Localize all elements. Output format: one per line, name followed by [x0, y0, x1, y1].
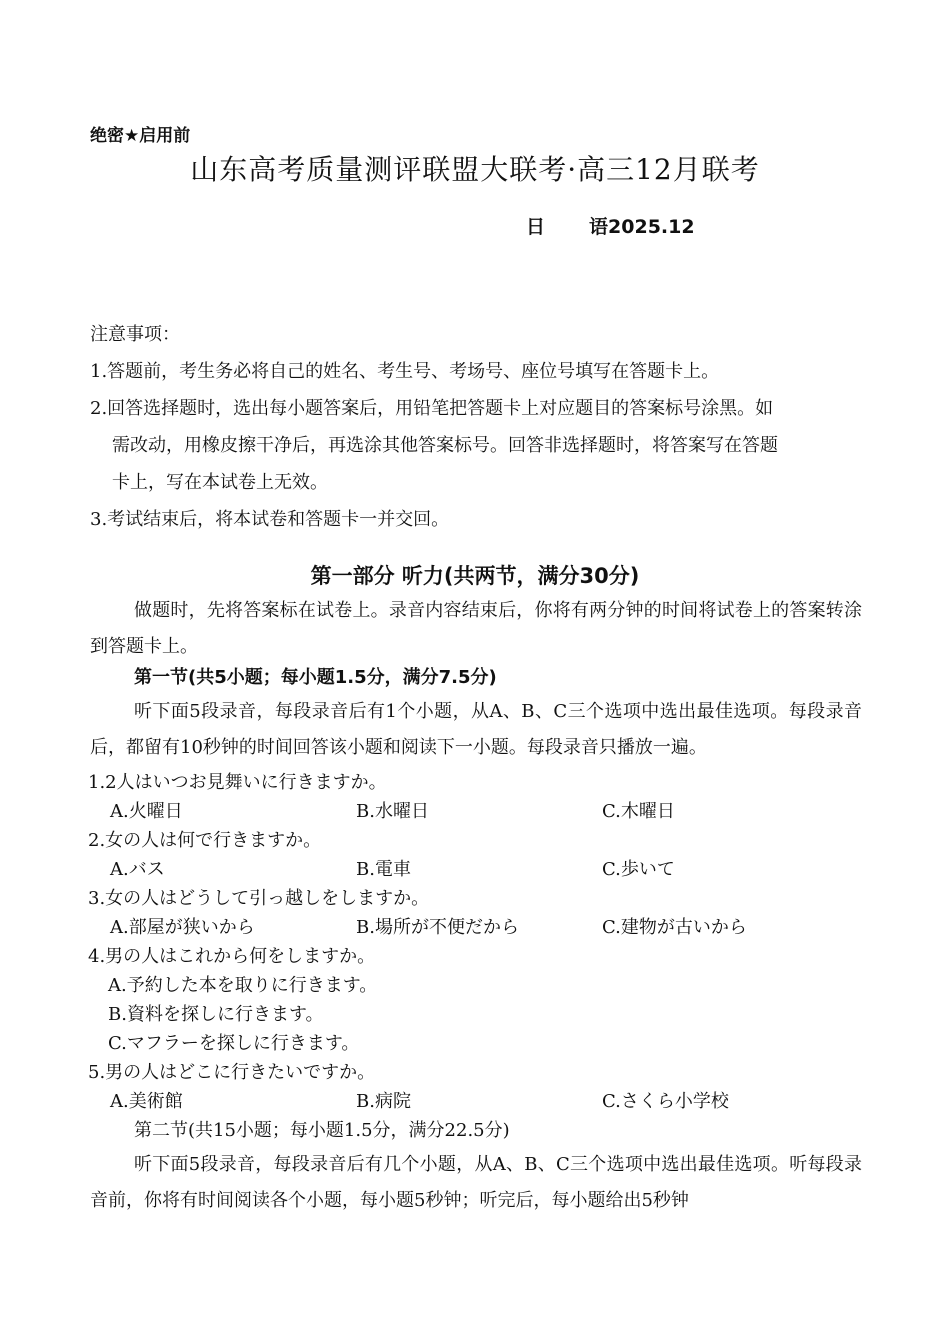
section1-title: 第一节(共5小题；每小题1.5分，满分7.5分) [134, 667, 497, 688]
subject-line [526, 212, 695, 239]
section2-instructions [90, 1147, 862, 1219]
q1-option-c: C.木曜日 [602, 801, 675, 822]
notice-item-2-line-3: 卡上，写在本试卷上无效。 [112, 472, 328, 493]
q3-option-b: B.場所が不便だから [356, 917, 519, 938]
question-1: 1.2人はいつお見舞いに行きますか。 [88, 772, 387, 793]
q1-option-a: A.火曜日 [110, 801, 183, 822]
notice-item-2-line-2: 需改动，用橡皮擦干净后，再选涂其他答案标号。回答非选择题时，将答案写在答题 [112, 435, 778, 456]
exam-date: 2025.12 [608, 216, 695, 238]
notice-item-2-line-1: 2.回答选择题时，选出每小题答案后，用铅笔把答题卡上对应题目的答案标号涂黑。如 [90, 398, 774, 419]
q3-option-a: A.部屋が狭いから [110, 917, 255, 938]
part1-title: 第一部分 听力(共两节，满分30分) [310, 564, 640, 588]
exam-title: 山东高考质量测评联盟大联考·高三12月联考 [190, 153, 760, 186]
question-2: 2.女の人は何で行きますか。 [88, 830, 322, 851]
confidential-mark: 绝密★启用前 [90, 126, 191, 146]
q4-option-a: A.予約した本を取りに行きます。 [108, 975, 378, 996]
notice-item-3: 3.考试结束后，将本试卷和答题卡一并交回。 [90, 509, 450, 530]
notice-item-1: 1.答题前，考生务必将自己的姓名、考生号、考场号、座位号填写在答题卡上。 [90, 361, 720, 382]
q5-option-c: C.さくら小学校 [602, 1091, 729, 1112]
part1-intro-text: 做题时，先将答案标在试卷上。录音内容结束后，你将有两分钟的时间将试卷上的答案转涂到答题卡上。 [90, 600, 862, 657]
q2-option-c: C.歩いて [602, 859, 675, 880]
question-3: 3.女の人はどうして引っ越しをしますか。 [88, 888, 430, 909]
section1-instructions-text: 听下面5段录音，每段录音后有1个小题，从A、B、C三个选项中选出最佳选项。每段录音后，都留有10秒钟的时间回答该小题和阅读下一小题。每段录音只播放一遍。 [90, 701, 862, 758]
q2-option-a: A.バス [110, 859, 165, 880]
q4-option-b: B.資料を探しに行きます。 [108, 1004, 324, 1025]
notice-heading: 注意事项： [90, 324, 180, 345]
q3-option-c: C.建物が古いから [602, 917, 747, 938]
section1-instructions [90, 694, 862, 766]
q1-option-b: B.水曜日 [356, 801, 429, 822]
q2-option-b: B.電車 [356, 859, 411, 880]
section2-instructions-text: 听下面5段录音，每段录音后有几个小题，从A、B、C三个选项中选出最佳选项。听每段录音前，你将有时间阅读各个小题，每小题5秒钟；听完后，每小题给出5秒钟 [90, 1154, 862, 1211]
q4-option-c: C.マフラーを探しに行きます。 [108, 1033, 360, 1054]
q5-option-b: B.病院 [356, 1091, 411, 1112]
question-4: 4.男の人はこれから何をしますか。 [88, 946, 376, 967]
notice-block [90, 316, 862, 538]
subject-char-1: 日 [526, 216, 546, 238]
question-5: 5.男の人はどこに行きたいですか。 [88, 1062, 376, 1083]
q5-option-a: A.美術館 [110, 1091, 183, 1112]
subject-char-2: 语 [589, 216, 609, 238]
part1-intro [90, 593, 862, 665]
section2-title: 第二节(共15小题；每小题1.5分，满分22.5分) [134, 1120, 510, 1141]
